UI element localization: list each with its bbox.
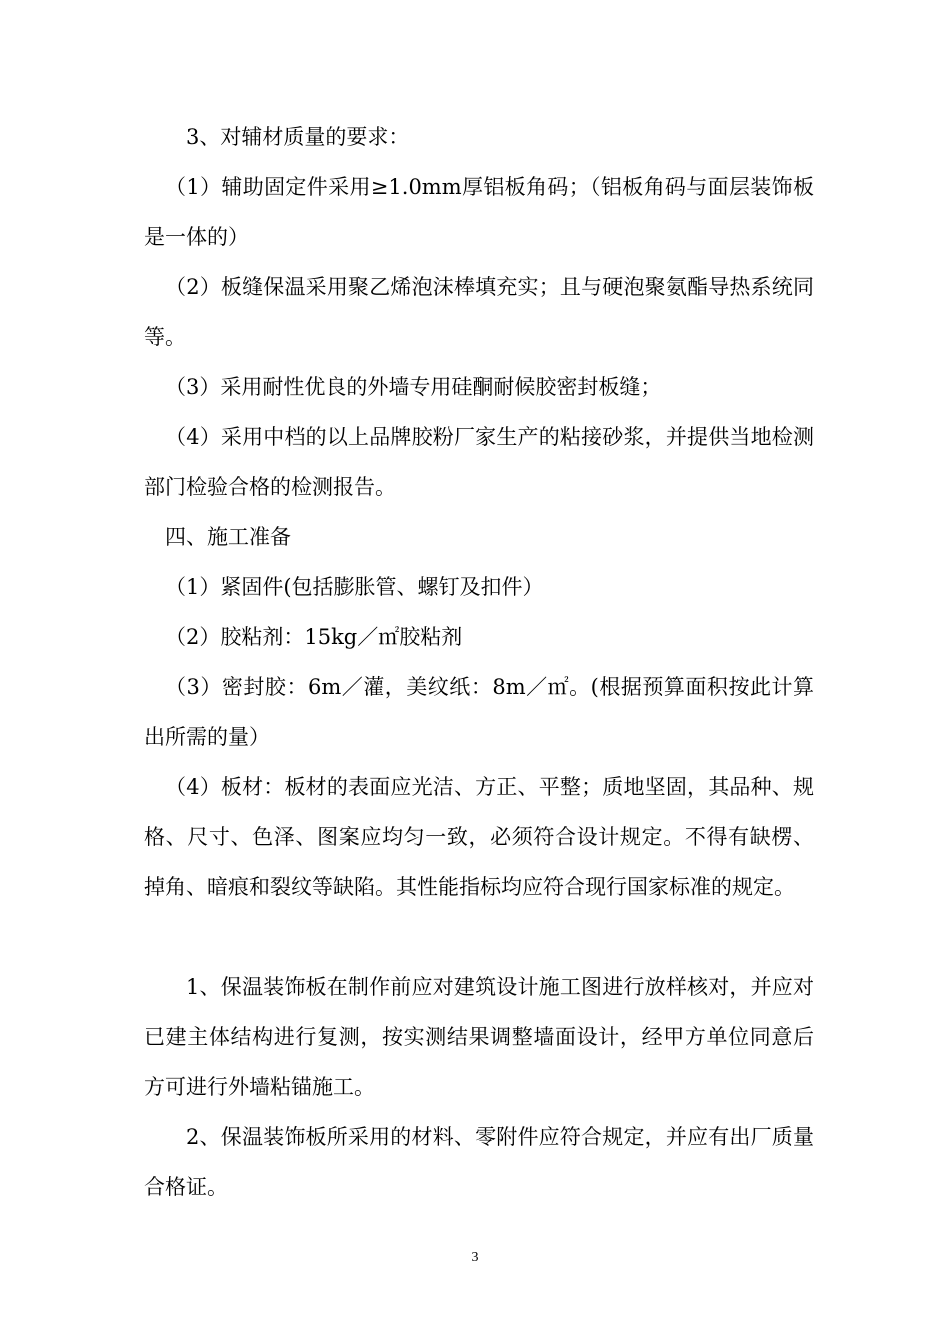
section-heading-construction-preparation: 四、施工准备 xyxy=(165,525,291,549)
paragraph-prep-4-boards: （4）板材：板材的表面应光洁、方正、平整；质地坚固，其品种、规格、尺寸、色泽、图案应均匀一致，必须符合设计规定。不得有缺楞、掉角、暗痕和裂纹等缺陷。其性能指标均应符合现行国家标准的规定。 xyxy=(144,775,814,899)
paragraph-item-1-fixings: （1）辅助固定件采用≥1.0mm厚铝板角码；（铝板角码与面层装饰板是一体的） xyxy=(144,175,814,249)
page-number: 3 xyxy=(471,1250,479,1265)
paragraph-item-2-joint-insulation: （2）板缝保温采用聚乙烯泡沫棒填充实；且与硬泡聚氨酯导热系统同等。 xyxy=(144,275,814,349)
paragraph-item-4-mortar: （4）采用中档的以上品牌胶粉厂家生产的粘接砂浆，并提供当地检测部门检验合格的检测报告。 xyxy=(144,425,814,499)
paragraph-rule-1-layout-check: 1、保温装饰板在制作前应对建筑设计施工图进行放样核对，并应对已建主体结构进行复测，按实测结果调整墙面设计，经甲方单位同意后方可进行外墙粘锚施工。 xyxy=(144,975,814,1099)
paragraph-auxiliary-materials-heading: 3、对辅材质量的要求： xyxy=(186,125,410,149)
paragraph-rule-2-materials: 2、保温装饰板所采用的材料、零附件应符合规定，并应有出厂质量合格证。 xyxy=(144,1125,814,1199)
paragraph-prep-1-fasteners: （1）紧固件(包括膨胀管、螺钉及扣件） xyxy=(165,575,544,599)
paragraph-prep-3-sealant: （3）密封胶：6m／灌，美纹纸：8m／㎡。(根据预算面积按此计算出所需的量） xyxy=(144,675,814,749)
paragraph-item-3-sealant: （3）采用耐性优良的外墙专用硅酮耐候胶密封板缝； xyxy=(165,375,662,399)
paragraph-prep-2-adhesive: （2）胶粘剂：15kg／㎡胶粘剂 xyxy=(165,625,463,649)
